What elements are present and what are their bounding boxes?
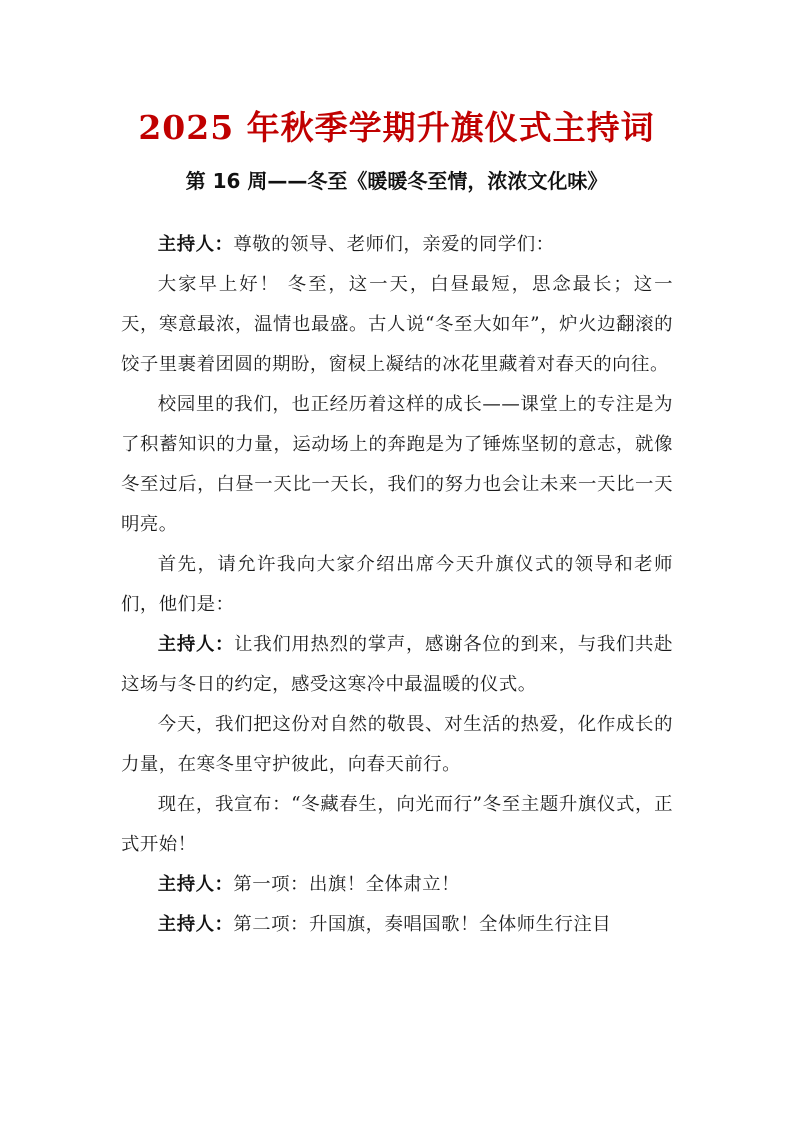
document-subtitle: 第 16 周——冬至《暖暖冬至情，浓浓文化味》 <box>185 169 608 193</box>
paragraph-text: 首先，请允许我向大家介绍出席今天升旗仪式的领导和老师们，他们是： <box>121 554 673 615</box>
paragraph-text: 尊敬的领导、老师们，亲爱的同学们： <box>233 234 555 255</box>
paragraph <box>121 265 673 385</box>
paragraph <box>121 785 673 865</box>
speaker-label: 主持人： <box>157 634 235 655</box>
document-body <box>121 225 673 945</box>
paragraph-text: 第二项：升国旗，奏唱国歌！全体师生行注目 <box>233 914 612 935</box>
paragraph <box>121 225 673 265</box>
paragraph <box>121 865 673 905</box>
document-title: 2025 年秋季学期升旗仪式主持词 <box>138 108 655 147</box>
paragraph <box>121 385 673 545</box>
paragraph <box>121 625 673 705</box>
paragraph-text: 让我们用热烈的掌声，感谢各位的到来，与我们共赴这场与冬日的约定，感受这寒冷中最温暖的仪式。 <box>121 634 673 695</box>
paragraph-text: 校园里的我们，也正经历着这样的成长——课堂上的专注是为了积蓄知识的力量，运动场上的奔跑是为了锤炼坚韧的意志，就像冬至过后，白昼一天比一天长，我们的努力也会让未来一天比一天明亮。 <box>121 394 673 535</box>
paragraph-text: 第一项：出旗！全体肃立！ <box>233 874 461 895</box>
paragraph <box>121 905 673 945</box>
paragraph-text: 现在，我宣布：“冬藏春生，向光而行”冬至主题升旗仪式，正式开始！ <box>121 794 673 855</box>
speaker-label: 主持人： <box>157 234 234 255</box>
paragraph <box>121 545 673 625</box>
paragraph-text: 今天，我们把这份对自然的敬畏、对生活的热爱，化作成长的力量，在寒冬里守护彼此，向春天前行。 <box>121 714 673 775</box>
paragraph <box>121 705 673 785</box>
speaker-label: 主持人： <box>157 874 234 895</box>
speaker-label: 主持人： <box>157 914 234 935</box>
paragraph-text: 大家早上好！ 冬至，这一天，白昼最短，思念最长；这一天，寒意最浓，温情也最盛。古人说“冬至大如年”，炉火边翻滚的饺子里裹着团圆的期盼，窗棂上凝结的冰花里藏着对春天的向往。 <box>121 274 673 375</box>
